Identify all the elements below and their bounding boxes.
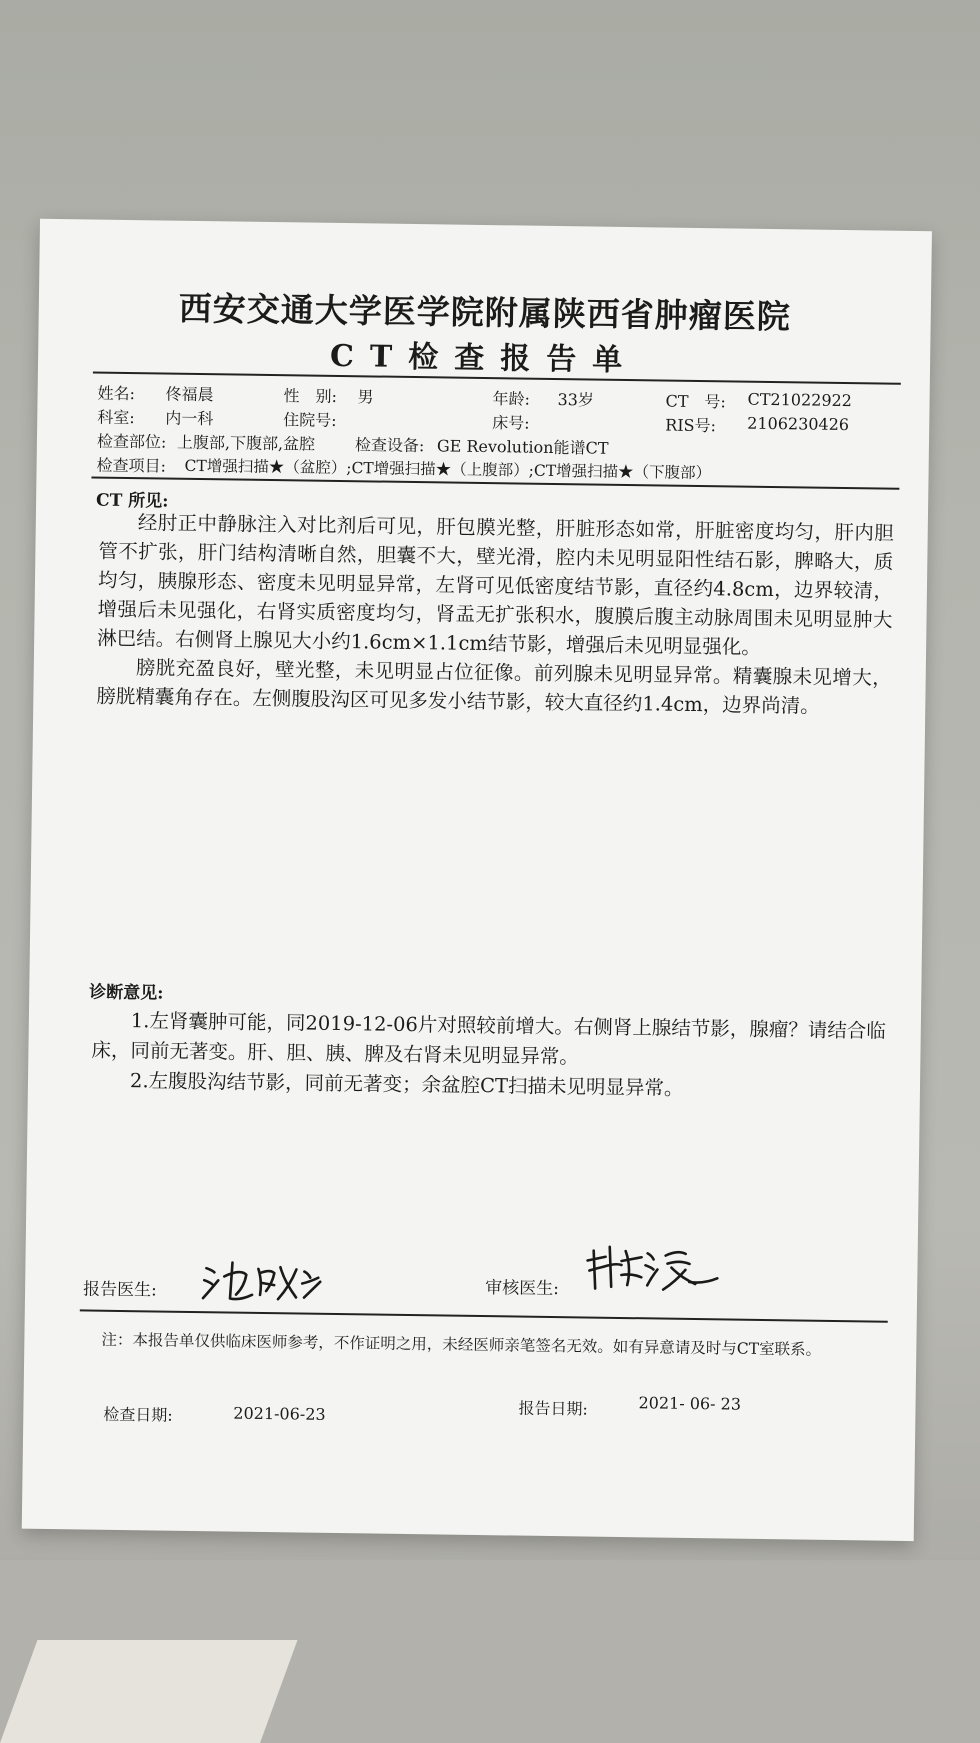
exam-device: GE Revolution能谱CT [436, 436, 609, 458]
name-label: 姓名: [97, 383, 136, 404]
findings-heading: CT 所见: [95, 490, 169, 512]
age-label: 年龄: [492, 389, 531, 409]
exam-items: CT增强扫描★（盆腔）;CT增强扫描★（上腹部）;CT增强扫描★（下腹部） [184, 456, 712, 483]
exam-items-label: 检查项目: [96, 455, 167, 476]
inpatient-label: 住院号: [283, 410, 337, 430]
exam-site-label: 检查部位: [96, 431, 167, 452]
diagnosis-text [91, 1006, 887, 1107]
ris-label: RIS号: [665, 415, 717, 436]
report-doctor-signature [200, 1246, 331, 1308]
disclaimer-note: 注：本报告单仅供临床医师参考，不作证明之用，未经医师亲笔签名无效。如有异意请及时与CT室联系。 [101, 1330, 822, 1359]
report-title: CT检查报告单 [329, 338, 639, 379]
ct-no: CT21022922 [747, 389, 853, 411]
exam-date-label: 检查日期: [103, 1404, 173, 1425]
patient-dept: 内一科 [165, 408, 214, 429]
report-date: 2021- 06- 23 [638, 1393, 742, 1414]
review-doctor-signature [585, 1236, 726, 1298]
dept-label: 科室: [97, 407, 135, 428]
bed-label: 床号: [492, 413, 530, 433]
exam-date: 2021-06-23 [233, 1403, 326, 1424]
hospital-name: 西安交通大学医学院附属陕西省肿瘤医院 [178, 288, 792, 337]
findings-text [96, 508, 894, 722]
floor-tile-corner [0, 1640, 297, 1743]
ct-no-label: CT 号: [665, 391, 726, 412]
ris-no: 2106230426 [747, 413, 850, 435]
patient-age: 33岁 [557, 390, 595, 410]
diagnosis-heading: 诊断意见: [89, 982, 164, 1004]
device-label: 检查设备: [354, 435, 425, 456]
findings-paragraph: 经肘正中静脉注入对比剂后可见，肝包膜光整，肝脏形态如常，肝脏密度均匀，肝内胆管不扩张，肝门结构清晰自然，胆囊不大，壁光滑，腔内未见明显阳性结石影，脾略大，质均匀，胰腺形态、密度未见明显异常，左肾可见低密度结节影，直径约4.8cm，边界较清，增强后未见强化，右肾实质密度均匀，肾盂无扩张积水，腹膜后腹主动脉周围未见明显肿大淋巴结。右侧肾上腺见大小约1.6cm×1.1cm结节影，增强后未见明显强化。 [97, 511, 894, 659]
signature-rule [80, 1309, 888, 1322]
exam-site: 上腹部,下腹部,盆腔 [176, 432, 316, 454]
review-doctor-label: 审核医生: [485, 1278, 560, 1300]
report-doctor-label: 报告医生: [82, 1279, 157, 1301]
findings-paragraph: 膀胱充盈良好，壁光整，未见明显占位征像。前列腺未见明显异常。精囊腺未见增大，膀胱精囊角存在。左侧腹股沟区可见多发小结节影，较大直径约1.4cm，边界尚清。 [96, 656, 892, 718]
patient-gender: 男 [357, 387, 374, 407]
report-date-label: 报告日期: [518, 1398, 589, 1419]
gender-label: 性 别: [283, 386, 338, 406]
patient-name: 佟福晨 [165, 384, 214, 405]
diagnosis-item: 2.左腹股沟结节影，同前无著变；余盆腔CT扫描未见明显异常。 [129, 1069, 684, 1100]
report-paper [22, 219, 932, 1541]
diagnosis-item: 1.左肾囊肿可能，同2019-12-06片对照较前增大。右侧肾上腺结节影，腺瘤？请结合临床，同前无著变。肝、胆、胰、脾及右肾未见明显异常。 [91, 1009, 886, 1069]
